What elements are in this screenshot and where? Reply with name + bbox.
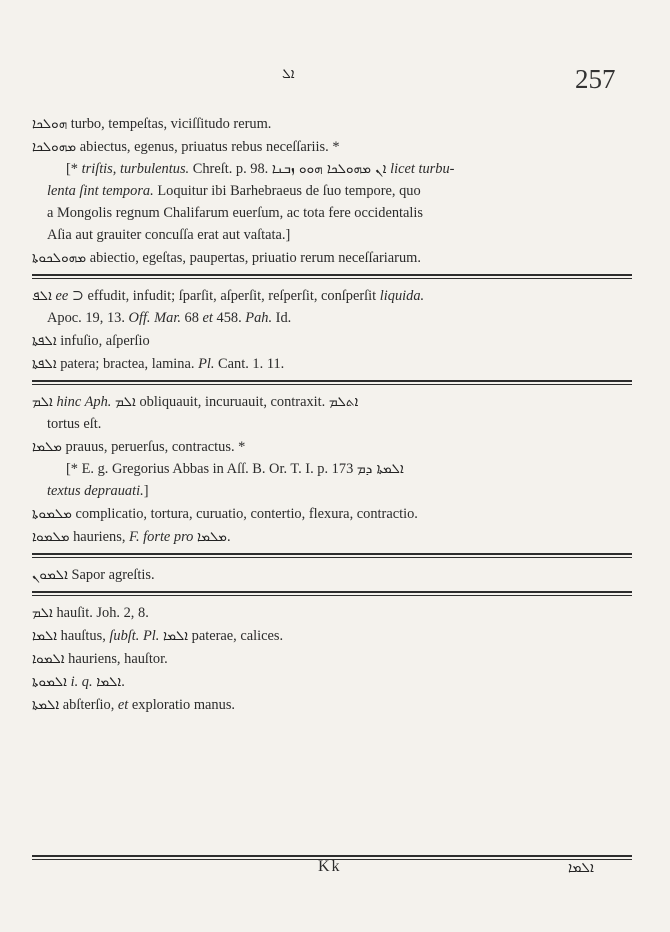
syriac-headword: ܐܠܡܘܢ	[32, 567, 68, 583]
dictionary-entry	[32, 602, 632, 624]
italic-text: F. forte pro	[129, 529, 194, 545]
dictionary-entry	[32, 391, 632, 413]
page-number: 257	[575, 64, 616, 94]
italic-text: i. q.	[70, 674, 93, 690]
syriac-headword: ܐܠܡ	[114, 394, 136, 410]
dictionary-entry	[32, 526, 632, 548]
entry-section	[32, 113, 632, 269]
entry-section	[32, 602, 632, 716]
syriac-headword: ܐܠܡܐ	[163, 628, 189, 644]
italic-text: Off. Mar.	[128, 310, 181, 326]
syriac-headword: ܐܬܠܡ	[328, 394, 359, 410]
dictionary-entry	[32, 564, 632, 586]
section-rule	[32, 591, 632, 596]
entry-section	[32, 391, 632, 548]
syriac-headword: ܐܠܡܐ	[32, 628, 58, 644]
syriac-headword: ܐܠܡܘܬܐ	[32, 674, 67, 690]
syriac-headword: ܐܠܦܬܐ	[32, 333, 57, 349]
syriac-headword: ܐܠܡܘܐ	[32, 651, 65, 667]
definition-text: effudit, infudit; ſparſit, aſperſit, reſperſit, conſperſit	[83, 288, 380, 304]
italic-text: et	[117, 697, 129, 713]
definition-text: turbo, tempeſtas, viciſſitudo rerum.	[67, 116, 272, 132]
dictionary-entry	[32, 113, 632, 135]
definition-text: exploratio manus.	[128, 697, 236, 713]
italic-text: textus deprauati.	[47, 483, 144, 499]
entry-section	[32, 285, 632, 375]
signature-mark: Kk	[318, 858, 342, 875]
italic-text: ſubſt. Pl.	[109, 628, 160, 644]
entry-section	[32, 564, 632, 586]
dictionary-entry	[32, 671, 632, 693]
dictionary-entry	[32, 247, 632, 269]
running-head: ܐܠ	[282, 66, 295, 82]
italic-text: hinc Aph.	[56, 394, 112, 410]
definition-text: hauriens,	[69, 529, 130, 545]
definition-text: Id.	[272, 310, 292, 326]
syriac-headword: ܡܗܘܠܟܐ	[32, 139, 77, 155]
footnote-line	[32, 458, 632, 480]
definition-text: hauſtus,	[57, 628, 110, 644]
syriac-headword: ܐܠܡܬܐ	[32, 697, 60, 713]
syriac-headword: ܡܠܡܘܬܐ	[32, 506, 72, 522]
definition-text: tortus eſt.	[47, 416, 102, 432]
page-header	[0, 64, 670, 104]
dictionary-entry	[32, 136, 632, 158]
syriac-headword: ܐܠܡ	[32, 605, 53, 621]
definition-text: 458.	[212, 310, 246, 326]
italic-text: Pah.	[245, 310, 273, 326]
dictionary-entry	[32, 285, 632, 307]
definition-text: [* E. g. Gregorius Abbas in Aſſ. B. Or. T. I. p. 173	[66, 461, 357, 477]
dictionary-entry	[32, 648, 632, 670]
section-rule	[32, 553, 632, 558]
italic-text: et	[202, 310, 213, 326]
italic-text: liquida.	[379, 288, 425, 304]
syriac-headword: ܐܠܦܬܐ	[32, 356, 57, 372]
italic-text: triſtis, turbulentus.	[81, 161, 190, 177]
italic-text: lenta ſint tempora.	[47, 183, 154, 199]
definition-text: prauus, peruerſus, contractus. *	[61, 439, 246, 455]
definition-text: abſterſio,	[59, 697, 118, 713]
syriac-headword: ܐܠܡ	[32, 394, 53, 410]
section-rule	[32, 380, 632, 385]
syriac-headword: ܡܗܘܠܟܘܬܐ	[32, 250, 87, 266]
syriac-headword: ܗܘܠܟܐ	[32, 116, 68, 132]
definition-text: Loquitur ibi Barhebraeus de ſuo tempore, quo	[153, 183, 421, 199]
definition-text: Chreſt. p. 98.	[189, 161, 272, 177]
syriac-headword: ܡܠܡܘܐ	[32, 529, 70, 545]
definition-text: Cant. 1. 11.	[214, 356, 285, 372]
definition-text: abiectio, egeſtas, paupertas, priuatio rerum neceſſariarum.	[86, 250, 421, 266]
italic-text: licet turbu-	[390, 161, 455, 177]
syriac-headword: ܐܠܦ	[32, 288, 52, 304]
dictionary-entry	[32, 353, 632, 375]
definition-text: Aſia aut grauiter concuſſa erat aut vaſtata.]	[47, 227, 291, 243]
syriac-headword: ܡܠܡܐ	[197, 529, 227, 545]
definition-text: paterae, calices.	[188, 628, 284, 644]
dictionary-entries	[32, 112, 632, 716]
italic-text: Pl.	[198, 356, 215, 372]
dictionary-entry	[32, 330, 632, 352]
definition-text: Apoc. 19, 13.	[47, 310, 129, 326]
dictionary-entry	[32, 503, 632, 525]
italic-text: ee ⊃	[55, 288, 84, 304]
definition-text: .	[121, 674, 125, 690]
definition-text: Sapor agreſtis.	[67, 567, 155, 583]
syriac-headword: ܡܠܡܐ	[32, 439, 62, 455]
dictionary-entry	[32, 625, 632, 647]
syriac-headword: ܐܠܡܐ	[96, 674, 122, 690]
definition-text: hauſit. Joh. 2, 8.	[52, 605, 149, 621]
syriac-headword: ܐܢ ܡܗܘܠܟܐ ܗܘܘ ܙܒܢܐ	[271, 161, 387, 177]
continuation-line	[32, 224, 632, 246]
dictionary-entry	[32, 694, 632, 716]
section-rule	[32, 274, 632, 279]
footnote-line	[32, 158, 632, 180]
definition-text: patera; bractea, lamina.	[56, 356, 199, 372]
definition-text: [*	[66, 161, 82, 177]
syriac-headword: ܐܠܡܬܐ ܕܡ	[356, 461, 404, 477]
definition-text: abiectus, egenus, priuatus rebus neceſſariis. *	[76, 139, 340, 155]
continuation-line	[32, 180, 632, 202]
definition-text: complicatio, tortura, curuatio, contertio, flexura, contractio.	[71, 506, 418, 522]
page-footer	[0, 858, 670, 888]
continuation-line	[32, 480, 632, 502]
definition-text: infuſio, aſperſio	[56, 333, 150, 349]
catchword: ܐܠܡܐ	[568, 860, 594, 876]
definition-text: .	[226, 529, 231, 545]
continuation-line	[32, 307, 632, 329]
definition-text: a Mongolis regnum Chalifarum euerſum, ac tota fere occidentalis	[47, 205, 424, 221]
definition-text: obliquauit, incuruauit, contraxit.	[135, 394, 329, 410]
definition-text: ]	[143, 483, 149, 499]
continuation-line	[32, 413, 632, 435]
continuation-line	[32, 202, 632, 224]
definition-text: hauriens, hauſtor.	[64, 651, 168, 667]
dictionary-entry	[32, 436, 632, 458]
definition-text: 68	[180, 310, 203, 326]
